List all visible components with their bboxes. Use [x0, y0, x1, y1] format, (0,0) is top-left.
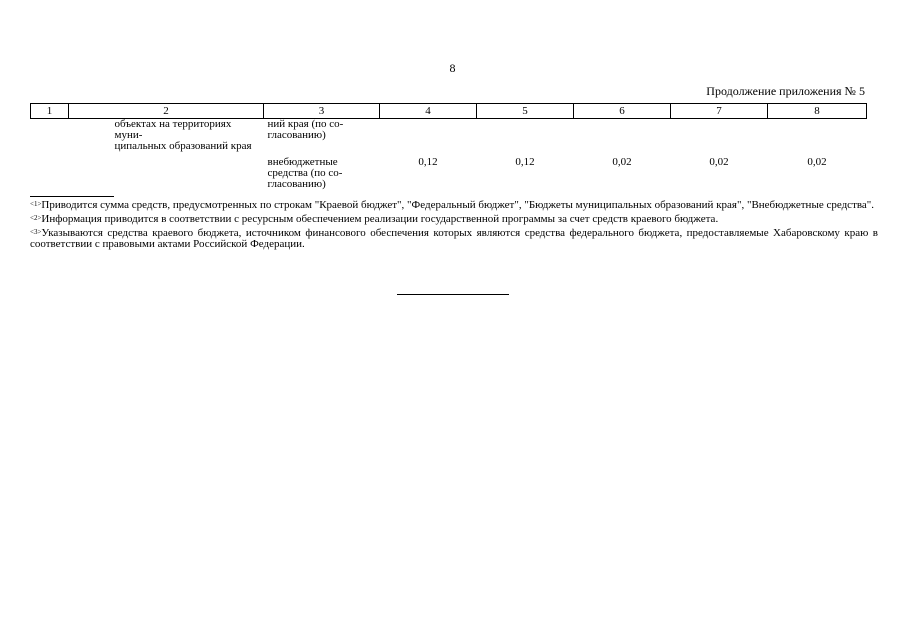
- column-header: 1: [31, 104, 69, 119]
- column-header: 5: [477, 104, 574, 119]
- footnote-mark: <1>: [30, 200, 42, 208]
- table-cell: [31, 119, 69, 153]
- footnote-text: Приводится сумма средств, предусмотренных по строкам "Краевой бюджет", "Федеральный бюджет", "Бюджеты муниципальных образований края", "Внебюджетные средства".: [41, 199, 875, 211]
- end-divider: [397, 294, 509, 295]
- column-header: 7: [671, 104, 768, 119]
- table-header-row: [31, 104, 867, 119]
- table-row: [31, 119, 867, 153]
- footnote: [30, 214, 878, 225]
- table-row: [31, 152, 867, 190]
- footnote: [30, 200, 878, 211]
- footnote-mark: <2>: [30, 214, 42, 222]
- footnote-text: Информация приводится в соответствии с ресурсным обеспечением реализации государственной программы за счет средств краевого бюджета.: [41, 213, 719, 225]
- column-header: 3: [264, 104, 380, 119]
- table-cell: 0,02: [807, 156, 827, 168]
- footnote: [30, 228, 878, 250]
- table-cell: [768, 119, 867, 153]
- table-cell: 0,12: [418, 156, 438, 168]
- table-cell: ний края (по со- гласованию): [267, 118, 344, 141]
- appendix-table: [30, 103, 867, 190]
- page-number: 8: [449, 61, 456, 75]
- table-cell: [380, 119, 477, 153]
- table-cell: внебюджетные средства (по со- гласованию): [267, 156, 343, 190]
- table-cell: 0,12: [515, 156, 535, 168]
- table-cell: [477, 119, 574, 153]
- table-cell: 0,02: [612, 156, 632, 168]
- column-header: 8: [768, 104, 867, 119]
- continuation-label: Продолжение приложения № 5: [706, 84, 865, 98]
- column-header: 6: [574, 104, 671, 119]
- footnote-divider: [30, 196, 114, 197]
- column-header: 2: [69, 104, 264, 119]
- table-cell: [671, 119, 768, 153]
- footnotes: [30, 200, 878, 253]
- footnote-text: Указываются средства краевого бюджета, источником финансового обеспечения которых являются средства федерального бюджета, предоставляемые Хабаровскому краю в соответствии с правовыми актами Российской Федерации.: [30, 227, 878, 250]
- column-header: 4: [380, 104, 477, 119]
- table-cell: [31, 152, 69, 190]
- table-cell: объектах на территориях муни- ципальных образований края: [114, 118, 252, 152]
- table-cell: [574, 119, 671, 153]
- table-cell: [69, 152, 264, 190]
- footnote-mark: <3>: [30, 228, 42, 236]
- table-cell: 0,02: [709, 156, 729, 168]
